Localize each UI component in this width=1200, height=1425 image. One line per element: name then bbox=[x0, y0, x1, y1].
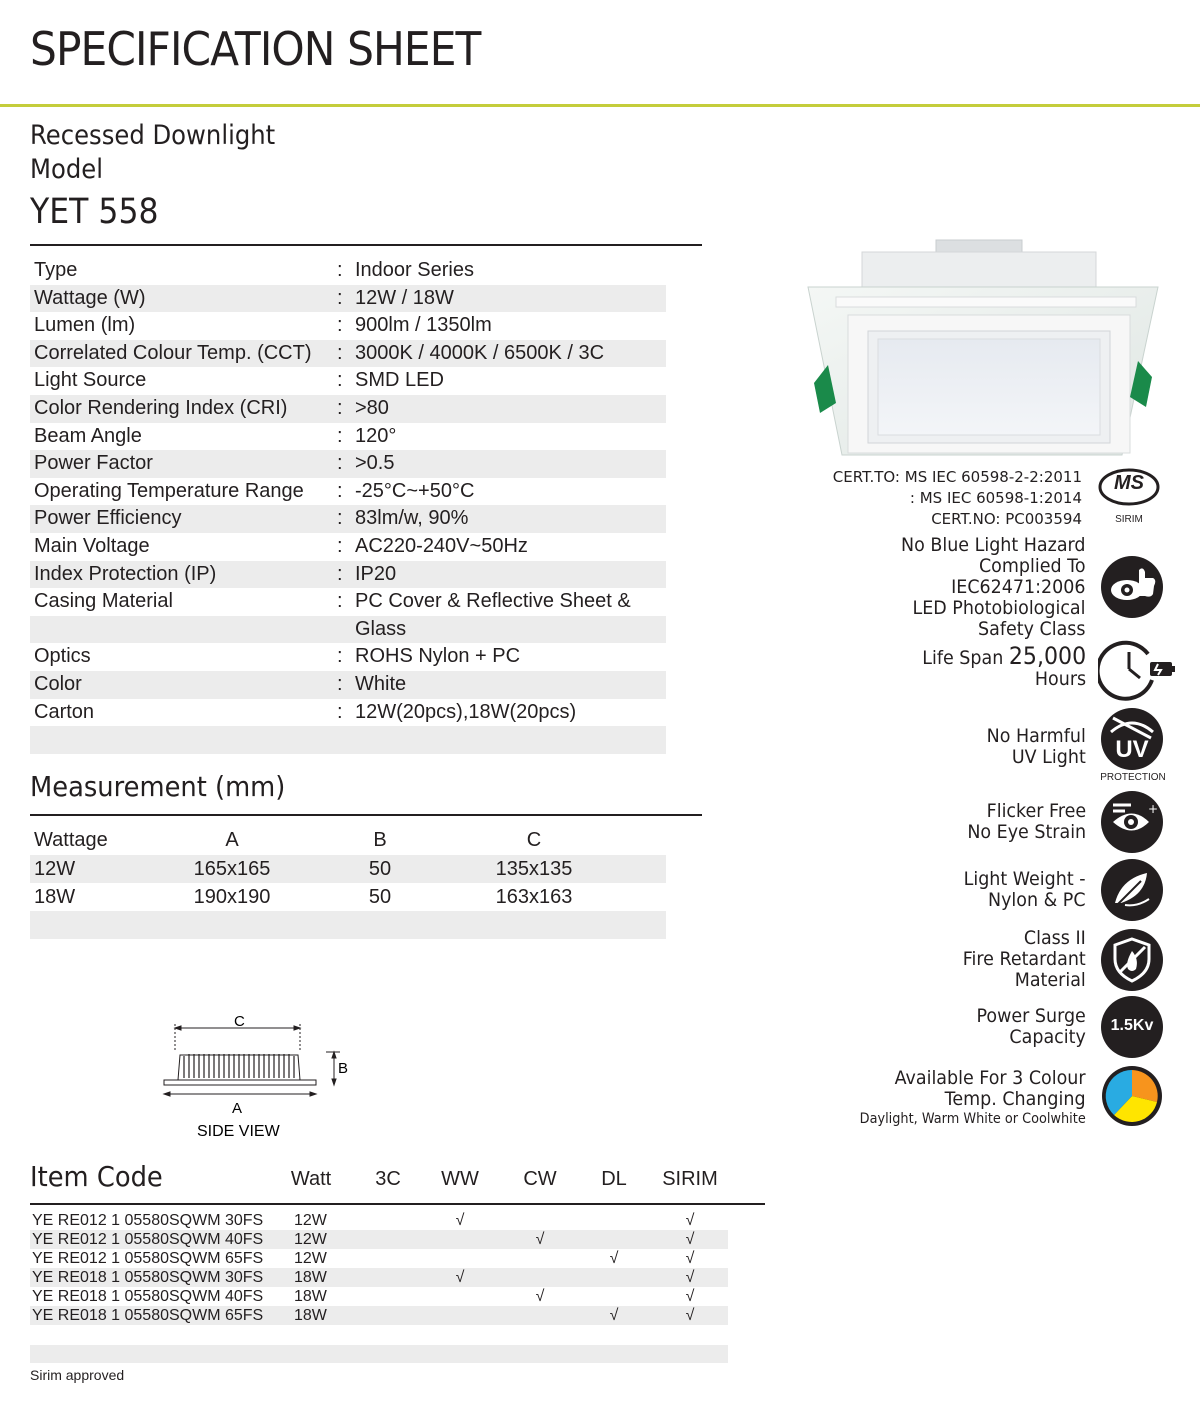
spec-row bbox=[30, 699, 666, 727]
measurement-cell: 18W bbox=[34, 886, 76, 908]
item-check-ww: √ bbox=[455, 1212, 465, 1229]
surge-icon bbox=[1101, 996, 1163, 1058]
spec-row bbox=[30, 505, 666, 533]
model-divider bbox=[30, 244, 702, 246]
spec-colon: : bbox=[337, 424, 343, 447]
spec-row bbox=[30, 423, 666, 451]
spec-row bbox=[30, 450, 666, 478]
eye-thumbs-up-icon bbox=[1101, 556, 1163, 618]
tricolour-icon bbox=[1100, 1064, 1164, 1128]
measurement-header: C bbox=[526, 829, 542, 851]
surge-badge-text: 1.5Kv bbox=[1110, 1017, 1154, 1034]
measurement-cell: 50 bbox=[368, 858, 392, 880]
spec-label: Type bbox=[34, 259, 78, 281]
spec-colon: : bbox=[337, 341, 343, 364]
feature-surge-text: Power Surge Capacity bbox=[976, 1005, 1086, 1048]
ms-logo-text: MS bbox=[1114, 472, 1144, 494]
feature-colour-note: Daylight, Warm White or Coolwhite bbox=[859, 1111, 1086, 1127]
item-check-ww: √ bbox=[455, 1269, 465, 1286]
sirim-ms-logo bbox=[1098, 468, 1160, 526]
feature-blue-light-text: No Blue Light Hazard Complied To IEC62471:2006 LED Photobiological Safety Class bbox=[901, 534, 1086, 640]
spec-label: Power Efficiency bbox=[34, 507, 182, 530]
spec-row bbox=[30, 395, 666, 423]
cert-line-3: CERT.NO: PC003594 bbox=[931, 510, 1082, 528]
item-code-row bbox=[30, 1211, 728, 1230]
spec-row bbox=[30, 367, 666, 395]
feature-fire-text: Class II Fire Retardant Material bbox=[962, 927, 1086, 991]
spec-value: >0.5 bbox=[355, 452, 395, 475]
measurement-header: B bbox=[373, 829, 387, 851]
page-title: SPECIFICATION SHEET bbox=[30, 22, 481, 76]
feature-life-span-text: Life Span 25,000 Hours bbox=[922, 642, 1086, 690]
spec-colon: : bbox=[337, 645, 343, 668]
spec-colon: : bbox=[337, 286, 343, 309]
measurement-cell: 135x135 bbox=[495, 858, 573, 880]
spec-label: Lumen (lm) bbox=[34, 314, 136, 337]
item-code-header: DL bbox=[601, 1168, 627, 1190]
measurement-row bbox=[30, 911, 666, 939]
spec-row bbox=[30, 312, 666, 340]
spec-value: 900lm / 1350lm bbox=[355, 314, 492, 337]
spec-value: Glass bbox=[355, 617, 407, 640]
spec-value: IP20 bbox=[355, 562, 397, 585]
model-number: YET 558 bbox=[30, 192, 159, 232]
item-watt: 18W bbox=[294, 1307, 327, 1324]
spec-colon: : bbox=[337, 507, 343, 530]
spec-value: 83lm/w, 90% bbox=[355, 507, 469, 530]
spec-colon: : bbox=[337, 369, 343, 392]
uv-icon bbox=[1101, 708, 1163, 770]
side-view-diagram bbox=[150, 1010, 370, 1145]
spec-value: Indoor Series bbox=[355, 259, 474, 281]
spec-row bbox=[30, 643, 666, 671]
spec-colon: : bbox=[337, 479, 343, 502]
spec-colon: : bbox=[337, 452, 343, 475]
product-type: Recessed Downlight bbox=[30, 120, 276, 151]
item-code: YE RE012 1 05580SQWM 40FS bbox=[32, 1231, 264, 1248]
item-code-row bbox=[30, 1249, 728, 1268]
feature-light-weight-text: Light Weight - Nylon & PC bbox=[964, 868, 1086, 911]
spec-value: White bbox=[355, 673, 407, 695]
spec-label: Light Source bbox=[34, 369, 147, 392]
spec-value: ROHS Nylon + PC bbox=[355, 645, 521, 668]
item-code: YE RE018 1 05580SQWM 40FS bbox=[32, 1288, 264, 1305]
svg-text:+: + bbox=[1148, 802, 1159, 816]
measurement-cell: 50 bbox=[368, 886, 392, 908]
item-code-header: WW bbox=[441, 1168, 479, 1190]
spec-row bbox=[30, 671, 666, 699]
model-label: Model bbox=[30, 154, 103, 185]
item-check-dl: √ bbox=[609, 1307, 619, 1324]
spec-value: PC Cover & Reflective Sheet & bbox=[355, 590, 631, 613]
spec-label: Correlated Colour Temp. (CCT) bbox=[34, 341, 312, 364]
spec-colon: : bbox=[337, 259, 343, 281]
dim-b-label: B bbox=[338, 1060, 349, 1077]
measurement-row bbox=[30, 883, 666, 911]
spec-row bbox=[30, 340, 666, 368]
dim-c-label: C bbox=[234, 1013, 245, 1030]
spec-label: Carton bbox=[34, 700, 95, 723]
item-check-sirim: √ bbox=[685, 1307, 695, 1324]
item-watt: 18W bbox=[294, 1288, 327, 1305]
spec-row bbox=[30, 478, 666, 506]
spec-label: Index Protection (IP) bbox=[34, 562, 217, 585]
spec-colon: : bbox=[337, 535, 343, 557]
spec-label: Casing Material bbox=[34, 590, 173, 613]
spec-row bbox=[30, 588, 666, 616]
item-code-header: CW bbox=[523, 1168, 557, 1190]
measurement-header: Wattage bbox=[34, 829, 108, 851]
item-code-header: Watt bbox=[290, 1168, 332, 1190]
measurement-cell: 12W bbox=[34, 858, 76, 880]
item-check-sirim: √ bbox=[685, 1288, 695, 1305]
spec-row bbox=[30, 257, 666, 285]
cert-line-1: CERT.TO: MS IEC 60598-2-2:2011 bbox=[832, 468, 1082, 486]
sirim-note: Sirim approved bbox=[30, 1367, 125, 1383]
spec-value: >80 bbox=[355, 397, 389, 419]
title-divider bbox=[0, 104, 1200, 107]
measurement-divider bbox=[30, 814, 702, 816]
item-code-row bbox=[30, 1287, 728, 1306]
item-check-dl: √ bbox=[609, 1250, 619, 1267]
feather-icon bbox=[1101, 859, 1163, 921]
dim-a-label: A bbox=[232, 1100, 243, 1117]
spec-value: SMD LED bbox=[355, 369, 444, 392]
spec-value: 12W / 18W bbox=[355, 286, 454, 309]
spec-row bbox=[30, 285, 666, 313]
spec-label: Beam Angle bbox=[34, 424, 142, 447]
spec-row bbox=[30, 561, 666, 589]
spec-row bbox=[30, 616, 666, 644]
clock-battery-icon bbox=[1098, 638, 1178, 702]
spec-label: Wattage (W) bbox=[34, 286, 146, 309]
item-watt: 12W bbox=[294, 1231, 327, 1248]
spec-row bbox=[30, 533, 666, 561]
spec-row bbox=[30, 726, 666, 754]
spec-label: Power Factor bbox=[34, 452, 153, 475]
item-code: YE RE012 1 05580SQWM 30FS bbox=[32, 1212, 264, 1229]
item-code: YE RE018 1 05580SQWM 65FS bbox=[32, 1307, 264, 1324]
item-code: YE RE012 1 05580SQWM 65FS bbox=[32, 1250, 264, 1267]
item-code-header: SIRIM bbox=[662, 1168, 718, 1190]
spec-colon: : bbox=[337, 397, 343, 419]
fire-shield-icon bbox=[1101, 929, 1163, 991]
measurement-header: A bbox=[225, 829, 239, 851]
measurement-cell: 165x165 bbox=[193, 858, 271, 880]
uv-badge-text: UV bbox=[1115, 736, 1149, 763]
item-code-header: 3C bbox=[375, 1168, 401, 1190]
spec-colon: : bbox=[337, 590, 343, 613]
downlight-product-image bbox=[800, 235, 1170, 460]
uv-protection-label: PROTECTION bbox=[1100, 772, 1166, 783]
spec-label: Color Rendering Index (CRI) bbox=[34, 397, 288, 419]
flicker-free-eye-icon bbox=[1101, 791, 1163, 853]
item-check-sirim: √ bbox=[685, 1212, 695, 1229]
measurement-row bbox=[30, 855, 666, 883]
item-watt: 12W bbox=[294, 1250, 327, 1267]
item-code-row bbox=[30, 1230, 728, 1249]
spec-value: 120° bbox=[355, 424, 397, 447]
item-check-sirim: √ bbox=[685, 1231, 695, 1248]
item-check-sirim: √ bbox=[685, 1269, 695, 1286]
item-watt: 12W bbox=[294, 1212, 327, 1229]
side-view-label: SIDE VIEW bbox=[197, 1123, 280, 1140]
item-code-title: Item Code bbox=[30, 1160, 163, 1193]
measurement-header-row bbox=[30, 826, 666, 854]
spec-label: Color bbox=[34, 673, 82, 695]
item-watt: 18W bbox=[294, 1269, 327, 1286]
feature-flicker-text: Flicker Free No Eye Strain bbox=[967, 800, 1086, 843]
spec-value: 3000K / 4000K / 6500K / 3C bbox=[355, 341, 605, 364]
spec-colon: : bbox=[337, 700, 343, 723]
spec-value: -25°C~+50°C bbox=[355, 479, 475, 502]
item-check-cw: √ bbox=[535, 1288, 545, 1305]
sirim-logo-text: SIRIM bbox=[1115, 514, 1143, 525]
item-code: YE RE018 1 05580SQWM 30FS bbox=[32, 1269, 264, 1286]
item-code-divider bbox=[30, 1203, 765, 1205]
cert-line-2: : MS IEC 60598-1:2014 bbox=[909, 489, 1082, 507]
spec-label: Operating Temperature Range bbox=[34, 479, 304, 502]
feature-colour-text: Available For 3 Colour Temp. Changing bbox=[895, 1067, 1086, 1110]
spec-value: AC220-240V~50Hz bbox=[355, 535, 528, 557]
measurement-cell: 163x163 bbox=[495, 886, 573, 908]
spec-colon: : bbox=[337, 673, 343, 695]
spec-colon: : bbox=[337, 562, 343, 585]
item-check-cw: √ bbox=[535, 1231, 545, 1248]
spec-label: Main Voltage bbox=[34, 535, 150, 557]
item-code-row bbox=[30, 1306, 728, 1325]
spec-value: 12W(20pcs),18W(20pcs) bbox=[355, 700, 577, 723]
measurement-title: Measurement (mm) bbox=[30, 770, 286, 803]
item-check-sirim: √ bbox=[685, 1250, 695, 1267]
item-code-row bbox=[30, 1268, 728, 1287]
measurement-cell: 190x190 bbox=[193, 886, 271, 908]
item-code-blank-row bbox=[30, 1345, 728, 1363]
feature-uv-text: No Harmful UV Light bbox=[986, 725, 1086, 768]
spec-colon: : bbox=[337, 314, 343, 337]
spec-label: Optics bbox=[34, 645, 91, 668]
